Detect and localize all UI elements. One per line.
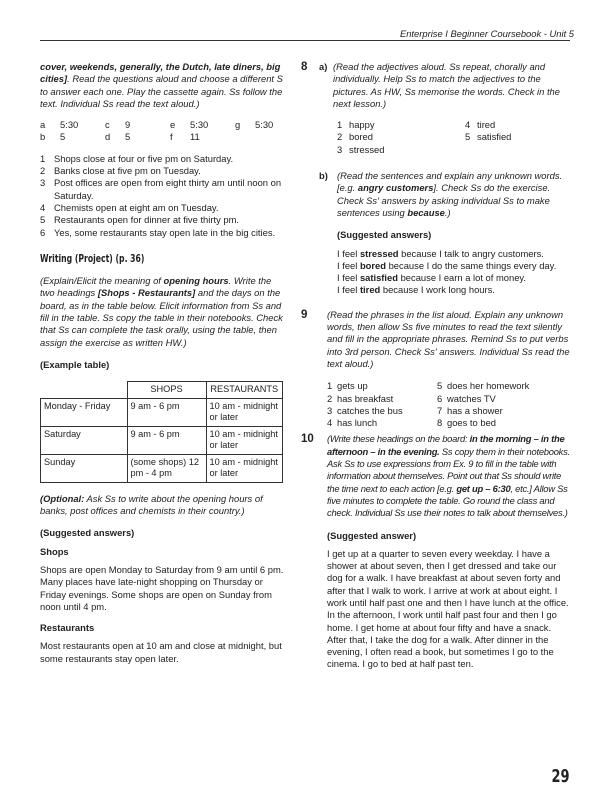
answer-letter: b [40, 131, 46, 143]
list-item: stressed [349, 143, 385, 155]
answer-letter: e [170, 119, 176, 131]
table-cell: 9 am - 6 pm [127, 398, 206, 426]
list-item: bored [349, 131, 373, 143]
list-number: 2 [40, 165, 46, 177]
list-item: does her homework [447, 380, 530, 392]
left-column [40, 61, 285, 665]
writing-instructions [40, 275, 285, 349]
list-item: Shops close at four or five pm on Saturday. [54, 152, 234, 164]
table-header-row [41, 382, 283, 399]
answer-value: 9 [125, 119, 131, 131]
table-corner [41, 382, 128, 399]
column-header: RESTAURANTS [206, 382, 283, 399]
list-number: 5 [40, 214, 46, 226]
list-item: has a shower [447, 404, 503, 416]
section-heading: Writing (Project) (p. 36) [40, 251, 145, 265]
answer-value: 5:30 [60, 119, 79, 131]
list-number: 2 [337, 131, 343, 143]
emphasis-text: opening hours [163, 275, 229, 287]
answer-sentence: I feel tired because I work long hours. [337, 284, 495, 296]
list-item: has breakfast [337, 392, 394, 404]
text-run: , etc.] Allow Ss five minutes to complete the table. Go round the class and check. Individual Ss use their notes to talk about themselves.) [327, 482, 568, 519]
emphasis-text: (Optional: [40, 492, 85, 504]
exercise-9 [301, 309, 571, 370]
exercise-instructions: (Read the adjectives aloud. Ss repeat, chorally and individually. Help Ss to match the adjectives to the pictures. As HW, Ss memorise the words. Check in the next lesson.) [333, 61, 560, 109]
opening-hours-table [40, 381, 283, 483]
list-number: 3 [337, 143, 343, 155]
suggested-answers-label: (Suggested answers) [40, 527, 135, 539]
answer-letter: c [105, 119, 110, 131]
exercise-number: 9 [301, 308, 308, 321]
list-item: watches TV [447, 392, 496, 404]
text-run: (Write these headings on the board: [327, 433, 470, 445]
text-run: Ss copy them in their notebooks. Ask Ss to use expressions from Ex. 9 to fill in the table with information about themselves. Point out that Ss should write the time next to each action [e.g. [327, 445, 570, 494]
answer-sentences [337, 248, 571, 297]
answer-letter: d [105, 131, 111, 143]
list-number: 1 [337, 119, 343, 131]
table-cell: 9 am - 6 pm [127, 426, 206, 454]
list-item: tired [477, 119, 496, 131]
text-run: ]. Check Ss do the exercise. Check Ss' answers by asking individual Ss to make sentences using [337, 182, 551, 218]
list-item: satisfied [477, 131, 512, 143]
list-number: 4 [40, 201, 46, 213]
part-label: a) [319, 61, 328, 72]
text-run: (Explain/Elicit the meaning of [40, 275, 164, 287]
restaurants-paragraph: Most restaurants open at 10 am and close at midnight, but some restaurants stay open later. [40, 640, 282, 664]
emphasis-text: angry customers [357, 182, 434, 194]
list-item [477, 144, 571, 156]
column-header: SHOPS [127, 382, 206, 399]
running-header: Enterprise I Beginner Coursebook - Unit 5 [399, 28, 574, 39]
list-item: Yes, some restaurants stay open late in the big cities. [54, 226, 276, 238]
answer-value: 11 [190, 131, 200, 143]
header-rule [40, 40, 570, 41]
exercise-instructions [327, 433, 571, 519]
list-item: goes to bed [447, 417, 496, 429]
list-number: 1 [40, 152, 46, 164]
list-item: Restaurants open for dinner at five thirty pm. [54, 214, 239, 226]
table-cell: 10 am - midnight or later [206, 398, 283, 426]
answer-sentence: I feel satisfied because I earn a lot of money. [337, 272, 527, 284]
answer-value: 5:30 [190, 119, 209, 131]
answer-letter: a [40, 119, 46, 131]
list-number: 6 [40, 226, 46, 238]
exercise-instructions [337, 170, 571, 219]
list-number: 3 [40, 177, 46, 189]
emphasis-text: in the morning – in the afternoon – in the evening. [327, 433, 565, 457]
suggested-answer-label: (Suggested answer) [327, 529, 417, 541]
list-number: 1 [327, 380, 333, 392]
table-row [41, 454, 283, 482]
list-item: has lunch [337, 417, 378, 429]
list-item: gets up [337, 380, 368, 392]
example-table-label: (Example table) [40, 358, 110, 370]
list-item: Post offices are open from eight thirty am until noon on Saturday. [54, 177, 282, 201]
table-row [41, 398, 283, 426]
list-item: Banks close at five pm on Tuesday. [54, 165, 201, 177]
table-cell: 10 am - midnight or later [206, 426, 283, 454]
text-run: Ask Ss to write about the opening hours of banks, post offices and chemists in their country.) [40, 492, 263, 517]
page-number: 29 [551, 765, 570, 787]
answer-letter: g [235, 119, 241, 131]
exercise-8b [301, 170, 571, 297]
answer-letter: f [170, 131, 173, 143]
list-item: Chemists open at eight am on Tuesday. [54, 201, 219, 213]
shops-paragraph: Shops are open Monday to Saturday from 9 am until 6 pm. Many places have late-night shopping on Thursday or Friday evenings. Some shops are open on Sunday from noon until 4 pm. [40, 563, 284, 612]
list-number: 3 [327, 404, 333, 416]
exercise-10 [301, 433, 571, 670]
emphasis-text: get up – 6:30 [456, 482, 511, 494]
text-run: and the days on the board, as in the table below. Elicit information from Ss and fill in the table. Ss copy the table in their notebooks. Check that Ss can complete the task orally, using the table, then assign the exercise as written HW.) [40, 287, 283, 348]
table-cell: 10 am - midnight or later [206, 454, 283, 482]
list-number: 4 [327, 417, 333, 429]
table-cell: Sunday [41, 454, 128, 482]
text-run: (Read the sentences and explain any unknown words. [e.g. [337, 170, 563, 194]
exercise-number: 10 [301, 433, 314, 446]
answer-value [255, 131, 300, 143]
list-number: 2 [327, 392, 333, 404]
list-number: 6 [437, 392, 443, 404]
table-cell: Monday - Friday [41, 398, 128, 426]
answer-sentence: I feel stressed because I talk to angry customers. [337, 247, 544, 259]
answer-grid [40, 119, 285, 144]
list-item: catches the bus [337, 404, 403, 416]
list-number: 5 [437, 380, 443, 392]
answer-letter [235, 131, 255, 143]
optional-note [40, 493, 285, 518]
statement-list [40, 153, 285, 239]
restaurants-label: Restaurants [40, 622, 95, 634]
answer-value: 5:30 [255, 119, 274, 131]
shops-label: Shops [40, 545, 69, 557]
part-label: b) [319, 170, 328, 182]
list-item: happy [349, 119, 375, 131]
list-number: 4 [465, 119, 471, 131]
list-number: 5 [465, 131, 471, 143]
list-number: 7 [437, 404, 443, 416]
phrase-list [327, 380, 571, 429]
emphasis-text: cover, weekends, generally, the Dutch, late diners, big cities] [40, 61, 281, 85]
answer-sentence: I feel bored because I do the same things every day. [337, 259, 557, 271]
text-run: . Write the two headings [40, 275, 272, 299]
list-number [465, 144, 477, 156]
exercise-8a [301, 61, 571, 110]
table-row [41, 426, 283, 454]
exercise-instructions: (Read the phrases in the list aloud. Explain any unknown words, then allow Ss five minutes to read the text silently and fill in the appropriate phrases. Remind Ss to put verbs into 3rd person. Check Ss' answers. Individual Ss read the text aloud.) [327, 308, 570, 369]
text-run: .) [444, 206, 451, 218]
table-cell: Saturday [41, 426, 128, 454]
list-number: 8 [437, 417, 443, 429]
adjective-list [337, 119, 571, 156]
suggested-answer-text: I get up at a quarter to seven every weekday. I have a shower at about seven, then I get dressed and take our dog for a walk. I have breakfast at about seven forty and after that I walk to work. I arrive at work at about eight. I work until half past one and then I have lunch at the office. In the afternoon, I work until half past four and then I go home. I get home at about four fifty and have a snack. After that, I take the dog for a walk. After dinner in the evening, I often read a book, but sometimes I go to the cinema. I go to bed at half past ten. [327, 547, 569, 670]
table-cell: (some shops) 12 pm - 4 pm [127, 454, 206, 482]
emphasis-text: [Shops - Restaurants] [97, 287, 196, 299]
text-run: . Read the questions aloud and choose a different S to answer each one. Play the cassette again. Ss follow the text. Individual Ss read the text aloud.) [40, 73, 283, 109]
answer-value: 5 [125, 131, 131, 143]
answer-value: 5 [60, 131, 66, 143]
suggested-answers-label: (Suggested answers) [337, 229, 432, 241]
intro-paragraph [40, 61, 285, 110]
exercise-number: 8 [301, 61, 308, 73]
emphasis-text: because [407, 206, 445, 218]
right-column [301, 61, 571, 671]
